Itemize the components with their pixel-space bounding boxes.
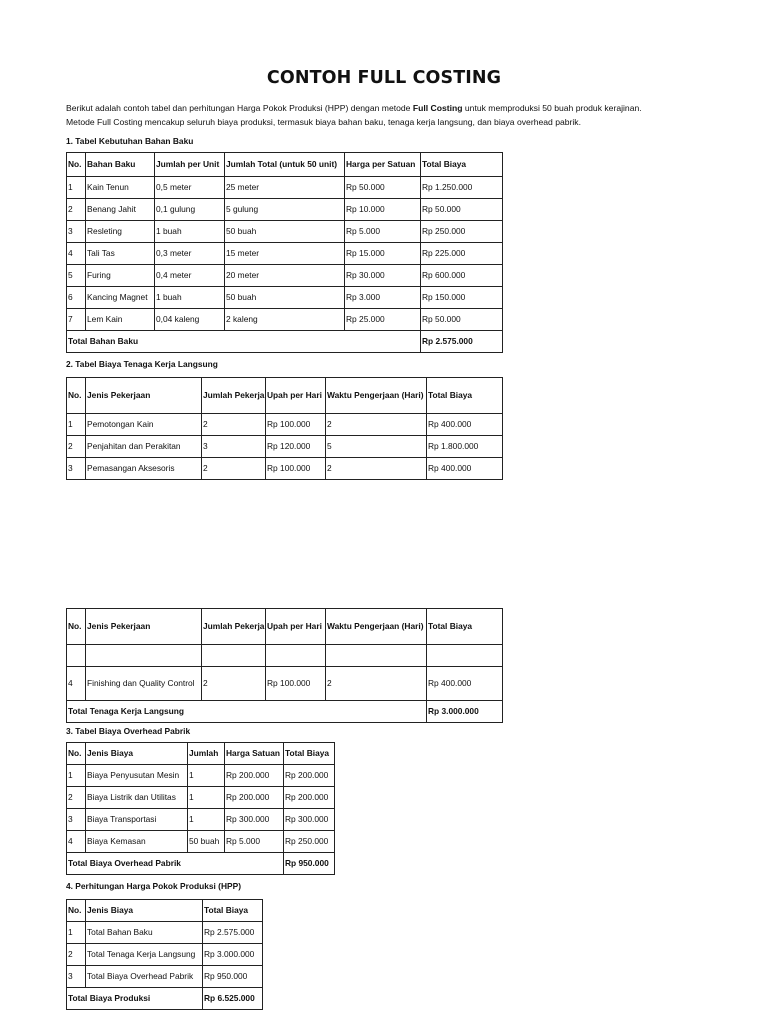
table-cell: 2	[67, 436, 86, 458]
table-row	[67, 287, 503, 309]
table-cell: 50 buah	[225, 287, 345, 309]
table-row	[67, 414, 503, 436]
table-row	[67, 787, 335, 809]
page-title: CONTOH FULL COSTING	[266, 68, 502, 88]
table-cell: 0,5 meter	[155, 177, 225, 199]
table-cell: 3	[67, 809, 86, 831]
table-cell: Resleting	[86, 221, 155, 243]
table-row	[67, 199, 503, 221]
table-cell: Tali Tas	[86, 243, 155, 265]
table-cell: 2	[326, 458, 427, 480]
labor-cost-table	[66, 377, 503, 480]
table-cell: Rp 200.000	[225, 787, 284, 809]
table-cell: Rp 15.000	[345, 243, 421, 265]
table-total-row: Total Biaya Produksi Rp 6.525.000	[67, 988, 263, 1010]
table-cell: 2	[202, 667, 266, 701]
table-cell: Lem Kain	[86, 309, 155, 331]
table-cell: Rp 250.000	[284, 831, 335, 853]
table-cell: 1 buah	[155, 287, 225, 309]
table-cell: Rp 200.000	[284, 787, 335, 809]
table-header-row: No. Jenis Pekerjaan Jumlah Pekerja Upah per Hari Waktu Pengerjaan (Hari) Total Biaya	[67, 378, 503, 414]
table-cell: 6	[67, 287, 86, 309]
table-cell: Biaya Listrik dan Utilitas	[86, 787, 188, 809]
table-empty-row	[67, 645, 503, 667]
section-2-title: 2. Tabel Biaya Tenaga Kerja Langsung	[66, 359, 218, 369]
table-cell: 1	[188, 787, 225, 809]
table-header-row: No. Jenis Biaya Jumlah Harga Satuan Total Biaya	[67, 743, 335, 765]
table-cell: Biaya Kemasan	[86, 831, 188, 853]
table-cell: 1	[67, 922, 86, 944]
table-cell: Rp 200.000	[284, 765, 335, 787]
table-cell: 25 meter	[225, 177, 345, 199]
table-cell: Rp 50.000	[421, 309, 503, 331]
table-cell: 2	[202, 414, 266, 436]
table-cell: 50 buah	[188, 831, 225, 853]
table-row	[67, 177, 503, 199]
table-cell: Pemasangan Aksesoris	[86, 458, 202, 480]
table-cell: 2	[326, 667, 427, 701]
intro-line-2: Metode Full Costing mencakup seluruh biaya produksi, termasuk biaya bahan baku, tenaga kerja langsung, dan biaya overhead pabrik.	[66, 117, 581, 127]
labor-cost-table-continued	[66, 608, 503, 723]
table-cell: 7	[67, 309, 86, 331]
table-cell: Rp 10.000	[345, 199, 421, 221]
table-cell: Rp 5.000	[345, 221, 421, 243]
table-cell: 5 gulung	[225, 199, 345, 221]
table-cell: 4	[67, 667, 86, 701]
table-cell: 2	[67, 199, 86, 221]
table-cell: Kain Tenun	[86, 177, 155, 199]
table-cell: Furing	[86, 265, 155, 287]
table-cell: Rp 400.000	[427, 667, 503, 701]
table-cell: 15 meter	[225, 243, 345, 265]
table-row	[67, 667, 503, 701]
table-cell: Rp 600.000	[421, 265, 503, 287]
table-total-row: Total Tenaga Kerja Langsung Rp 3.000.000	[67, 701, 503, 723]
raw-material-table	[66, 152, 503, 353]
section-3-title: 3. Tabel Biaya Overhead Pabrik	[66, 726, 191, 736]
table-row	[67, 922, 263, 944]
table-row	[67, 243, 503, 265]
table-cell: Biaya Penyusutan Mesin	[86, 765, 188, 787]
table-header-row: No. Jenis Biaya Total Biaya	[67, 900, 263, 922]
table-cell: 2	[326, 414, 427, 436]
table-cell: Rp 150.000	[421, 287, 503, 309]
table-header-row: No. Jenis Pekerjaan Jumlah Pekerja Upah per Hari Waktu Pengerjaan (Hari) Total Biaya	[67, 609, 503, 645]
table-cell: Finishing dan Quality Control	[86, 667, 202, 701]
table-cell: Rp 950.000	[203, 966, 263, 988]
table-cell: 3	[202, 436, 266, 458]
section-4-title: 4. Perhitungan Harga Pokok Produksi (HPP)	[66, 881, 241, 891]
table-cell: 4	[67, 831, 86, 853]
table-cell: Rp 1.250.000	[421, 177, 503, 199]
table-cell: 4	[67, 243, 86, 265]
intro-line-1: Berikut adalah contoh tabel dan perhitungan Harga Pokok Produksi (HPP) dengan metode Full Costing untuk memproduksi 50 buah produk kerajinan.	[66, 103, 642, 113]
table-cell: 1	[67, 414, 86, 436]
table-cell: Rp 400.000	[427, 458, 503, 480]
table-row	[67, 221, 503, 243]
table-cell: 5	[326, 436, 427, 458]
table-cell: Rp 1.800.000	[427, 436, 503, 458]
table-cell: Benang Jahit	[86, 199, 155, 221]
table-cell: Rp 2.575.000	[203, 922, 263, 944]
table-cell: 1 buah	[155, 221, 225, 243]
table-cell: Rp 400.000	[427, 414, 503, 436]
table-cell: Rp 300.000	[284, 809, 335, 831]
table-cell: Rp 5.000	[225, 831, 284, 853]
table-cell: Total Biaya Overhead Pabrik	[86, 966, 203, 988]
table-cell: 1	[67, 177, 86, 199]
table-cell: Rp 120.000	[266, 436, 326, 458]
intro-paragraph	[66, 101, 726, 129]
table-cell: Rp 200.000	[225, 765, 284, 787]
table-cell: Rp 100.000	[266, 458, 326, 480]
table-cell: 20 meter	[225, 265, 345, 287]
table-cell: Pemotongan Kain	[86, 414, 202, 436]
table-cell: Rp 3.000	[345, 287, 421, 309]
table-cell: 2	[67, 787, 86, 809]
table-cell: 1	[188, 809, 225, 831]
table-cell: 2	[202, 458, 266, 480]
table-row	[67, 436, 503, 458]
table-cell: Rp 100.000	[266, 667, 326, 701]
hpp-table	[66, 899, 263, 1010]
table-cell: 0,4 meter	[155, 265, 225, 287]
table-row	[67, 831, 335, 853]
table-row	[67, 309, 503, 331]
table-cell: 1	[188, 765, 225, 787]
table-cell: Rp 30.000	[345, 265, 421, 287]
table-cell: Rp 250.000	[421, 221, 503, 243]
table-cell: 50 buah	[225, 221, 345, 243]
table-cell: Rp 225.000	[421, 243, 503, 265]
table-cell: 0,04 kaleng	[155, 309, 225, 331]
table-cell: 2 kaleng	[225, 309, 345, 331]
section-1-title: 1. Tabel Kebutuhan Bahan Baku	[66, 136, 194, 146]
table-cell: Rp 3.000.000	[203, 944, 263, 966]
table-cell: 2	[67, 944, 86, 966]
table-cell: 5	[67, 265, 86, 287]
table-row	[67, 765, 335, 787]
table-cell: 0,3 meter	[155, 243, 225, 265]
table-cell: 0,1 gulung	[155, 199, 225, 221]
table-cell: Total Tenaga Kerja Langsung	[86, 944, 203, 966]
table-cell: 1	[67, 765, 86, 787]
table-total-row: Total Bahan Baku Rp 2.575.000	[67, 331, 503, 353]
table-cell: Rp 50.000	[345, 177, 421, 199]
table-cell: 3	[67, 221, 86, 243]
table-header-row: No. Bahan Baku Jumlah per Unit Jumlah Total (untuk 50 unit) Harga per Satuan Total Biaya	[67, 153, 503, 177]
table-cell: Rp 25.000	[345, 309, 421, 331]
table-row	[67, 809, 335, 831]
table-row	[67, 458, 503, 480]
table-row	[67, 966, 263, 988]
table-cell: 3	[67, 966, 86, 988]
table-cell: 3	[67, 458, 86, 480]
table-cell: Penjahitan dan Perakitan	[86, 436, 202, 458]
table-cell: Total Bahan Baku	[86, 922, 203, 944]
table-cell: Rp 50.000	[421, 199, 503, 221]
table-cell: Rp 100.000	[266, 414, 326, 436]
table-cell: Kancing Magnet	[86, 287, 155, 309]
overhead-table	[66, 742, 335, 875]
table-cell: Biaya Transportasi	[86, 809, 188, 831]
table-total-row: Total Biaya Overhead Pabrik Rp 950.000	[67, 853, 335, 875]
table-row	[67, 944, 263, 966]
table-row	[67, 265, 503, 287]
table-cell: Rp 300.000	[225, 809, 284, 831]
